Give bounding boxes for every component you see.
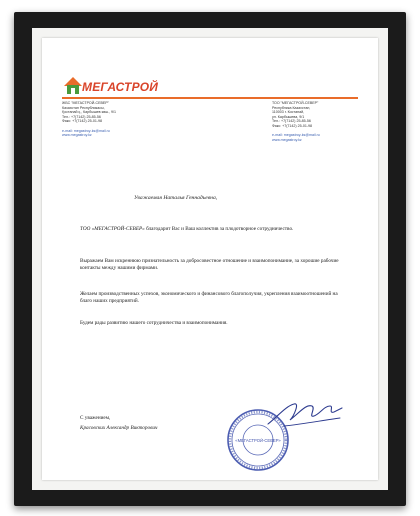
address-line: ЖБС "МЕГАСТРОЙ-СЕВЕР" bbox=[62, 101, 109, 105]
letterhead-rule bbox=[62, 97, 358, 99]
address-line: Казахстан Республикасы, bbox=[62, 105, 105, 110]
picture-frame bbox=[14, 12, 406, 506]
website-link[interactable]: www.megastroy.kz bbox=[272, 137, 302, 142]
frame-mat bbox=[32, 28, 388, 490]
address-line: Республика Казахстан, bbox=[272, 105, 311, 110]
email-link[interactable]: e-mail: megastroy-ks@mail.ru bbox=[62, 128, 110, 133]
letter-paper bbox=[42, 38, 378, 480]
handwritten-signature bbox=[264, 394, 344, 434]
website-link[interactable]: www.megastroy.kz bbox=[62, 133, 92, 138]
paragraph-gratitude: Выражаем Вам искреннюю признательность за добросовестное отношение и взаимопонимание, за хорошие рабочие контакты между нашими фирмами. bbox=[80, 258, 339, 272]
company-logo bbox=[62, 74, 172, 96]
address-line: ТОО "МЕГАСТРОЙ-СЕВЕР" bbox=[272, 101, 319, 105]
logo-wordmark: МЕГАСТРОЙ bbox=[82, 80, 159, 94]
paragraph-text: благодарит Вас и Ваш коллектив за плодотворное сотрудничество. bbox=[146, 226, 294, 232]
address-line: Тел.: +7(7142) 25-85-56 bbox=[272, 119, 311, 124]
address-line: Факс: +7(7142) 25-01-98 bbox=[62, 119, 103, 124]
paragraph-cooperation: Будем рады развитию нашего сотрудничества и взаимопонимания. bbox=[80, 320, 228, 326]
email-link[interactable]: e-mail: megastroy-ks@mail.ru bbox=[272, 133, 320, 138]
stamp-center-text: «МЕГАСТРОЙ-СЕВЕР» bbox=[235, 438, 281, 443]
right-address-block bbox=[272, 101, 320, 142]
address-line: Қостанай қ., Карбышев көш., 9/1 bbox=[62, 110, 117, 115]
closing-line: С уважением, bbox=[80, 415, 111, 421]
paragraph-wishes: Желаем производственных успехов, экономического и финансового благополучия, укрепления взаимоотношений на благо наших предприятий. bbox=[80, 291, 338, 305]
address-line: 110003 г. Костанай, bbox=[272, 110, 305, 115]
house-logo-icon bbox=[62, 74, 84, 96]
address-line: Тел.: +7(7142) 25-85-56 bbox=[62, 114, 101, 119]
letter-greeting: Уважаемая Наталья Геннадьевна, bbox=[134, 195, 218, 201]
left-address-block bbox=[62, 101, 116, 138]
paragraph-thanks bbox=[80, 226, 344, 233]
address-line: ул. Карбышева, 9/1 bbox=[272, 114, 305, 119]
signer-name: Красовских Александр Викторович bbox=[80, 425, 158, 431]
company-name: ТОО «МЕГАСТРОЙ-СЕВЕР» bbox=[80, 226, 145, 232]
address-line: Факс: +7(7142) 25-01-98 bbox=[272, 123, 313, 128]
